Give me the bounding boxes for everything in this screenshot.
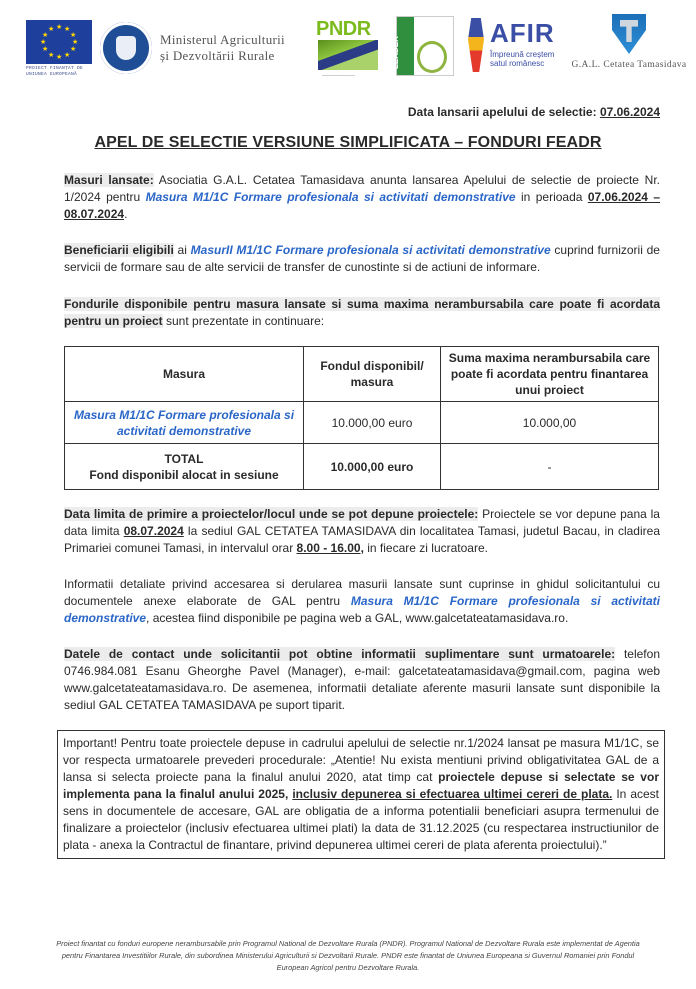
total-sublabel: Fond disponibil alocat in sesiune	[89, 467, 279, 482]
paragraph-measures-launched	[64, 172, 660, 223]
table-row	[65, 402, 659, 444]
deadline-date: 08.07.2024	[123, 524, 184, 538]
table-cell-measure: Masura M1/1C Formare profesionala si activitati demonstrative	[65, 402, 304, 444]
important-notice-box	[57, 730, 665, 859]
funding-footer: Proiect finantat cu fonduri europene nerambursabile prin Programul National de Dezvoltare Rurala (PNDR). Programul National de Dezvoltare Rurala este implementat de Agentia pentru Finantarea Investitiilor Rurale, din subordinea Ministerului Agriculturii si Dezvoltarii Rurale. PNDR este finantat de Uniunea Europeana si Guvernul Romaniei prin Fondul European Agricol pentru Dezvoltare Rurala.	[56, 939, 640, 972]
text: Informatii detaliate privind accesarea si derularea masurii lansate sunt cuprinse in ghidul solicitantului cu documentele anexe elaborate de GAL pentru	[64, 577, 660, 608]
label: Data limita de primire a proiectelor/locul unde se pot depune proiectele:	[64, 507, 479, 521]
gal-shield-icon	[612, 14, 646, 54]
text: la sediul GAL CETATEA TAMASIDAVA din localitatea Tamasi, judetul Bacau, in cladirea Primariei comunei Tamasi, in intervalul orar	[64, 524, 660, 555]
label: Datele de contact unde solicitantii pot obtine informatii suplimentare sunt urmatoarele:	[64, 647, 616, 661]
text: In acest sens in documentele de accesare, GAL are obligatia de a informa potentialii beneficiari asupra termenului de finalizare a proiectelor (inclusiv efectuarea ultimei plati) la data de 31.12.2025 (cu respectarea instructiunilor de plata - anexa la Contractul de finantare, privind depunerea ultimei cereri de plata aferenta proiectului).”	[63, 787, 660, 852]
total-label: TOTAL	[164, 451, 204, 466]
text: sunt prezentate in continuare:	[162, 314, 325, 328]
eu-caption: UNIUNEA EUROPEANĂ	[26, 72, 78, 77]
call-period: 07.06.2024 – 08.07.2024	[64, 190, 661, 221]
text: .	[124, 207, 128, 221]
text: Asociatia G.A.L. Cetatea Tamasidava anunta lansarea Apelului de selectie de proiecte Nr. 1/2024 pentru	[64, 173, 660, 204]
column-header: Fondul disponibil/ masura	[304, 347, 441, 402]
ministry-name-line1: Ministerul Agriculturii	[160, 32, 285, 47]
ministry-logo	[160, 32, 285, 64]
measure-name: Masura M1/1C Formare profesionala si activitati demonstrative	[145, 190, 516, 204]
text: ai	[173, 243, 191, 257]
afir-name: AFIR	[490, 18, 555, 48]
office-hours: 8.00 - 16.00,	[296, 541, 364, 555]
eu-logo	[26, 20, 92, 78]
text: Important! Pentru toate proiectele depuse in cadrului apelului de selectie nr.1/2024 lansat pe masura M1/1C, se vor respecta urmatoarele prevederi procedurale: „Atentie! Nu exista mentiuni privind obligativitatea GAL de a lansa si selecta proiecte pana la finalul anului 2020, atat timp cat	[63, 736, 659, 784]
table-cell-max: 10.000,00	[441, 402, 659, 444]
measure-name: Masura M1/1C Formare profesionala si activitati demonstrative	[64, 594, 661, 625]
table-cell-total-label	[65, 444, 304, 490]
table-cell-fund: 10.000,00 euro	[304, 402, 441, 444]
label: Beneficiarii eligibili	[64, 243, 174, 257]
table-header-row	[65, 347, 659, 402]
funds-table	[64, 346, 659, 490]
paragraph-deadline-location	[64, 506, 660, 557]
label: Masuri lansate:	[64, 173, 154, 187]
text: in fiecare zi lucratoare.	[363, 541, 488, 555]
afir-tagline: satul românesc	[490, 59, 545, 68]
launch-date	[408, 105, 660, 119]
launch-date-label: Data lansarii apelului de selectie:	[407, 105, 600, 119]
emphasis-underlined: inclusiv depunerea si efectuarea ultimei cereri de plata.	[292, 787, 613, 801]
afir-logo-icon	[468, 16, 558, 78]
afir-tagline: Împreună creștem	[490, 50, 555, 59]
eu-flag-icon: ★ ★ ★ ★ ★ ★ ★ ★ ★ ★ ★ ★	[26, 20, 92, 64]
table-total-row	[65, 444, 659, 490]
table-cell-total-max: -	[441, 444, 659, 490]
label: Fondurile disponibile pentru masura lansate si suma maxima nerambursabila care poate fi acordata pentru un proiect	[64, 297, 660, 328]
text: telefon 0746.984.081 Esanu Gheorghe Pavel (Manager), e-mail: galcetateatamasidava@gmail.com, pagina web www.galcetateatamasidava.ro. De asemenea, informatii detaliate aferente masurii lansate sunt disponibile la sediul GAL CETATEA TAMASIDAVA pe suport tiparit.	[64, 647, 660, 712]
leader-name: LEADER	[391, 36, 400, 69]
text: Proiectele se vor depune pana la data limita	[64, 507, 660, 538]
eu-caption: PROIECT FINANȚAT DE	[26, 66, 84, 71]
leader-logo-icon	[391, 16, 454, 76]
gal-name: G.A.L. Cetatea Tamasidava	[571, 60, 687, 70]
table-cell-total-fund: 10.000,00 euro	[304, 444, 441, 490]
paragraph-eligible-beneficiaries	[64, 242, 660, 276]
ministry-name-line2: și Dezvoltării Rurale	[160, 48, 275, 63]
paragraph-contact-details	[64, 646, 660, 714]
emphasis: proiectele depuse si selectate se vor implementa pana la finalul anului 2025,	[63, 770, 659, 801]
paragraph-available-funds	[64, 296, 660, 330]
text: cuprind furnizorii de servicii de formare sau de alte servicii de transfer de cunostinte si de actiuni de informare.	[64, 243, 660, 274]
measure-name: MasurII M1/1C Formare profesionala si activitati demonstrative	[190, 243, 551, 257]
logo-header	[0, 14, 696, 80]
guvernul-romaniei-seal-icon	[100, 22, 152, 74]
pndr-name: PNDR	[316, 18, 371, 40]
launch-date-value: 07.06.2024	[599, 105, 660, 119]
pndr-logo-icon: PNDR _________________	[316, 18, 380, 78]
column-header: Suma maxima nerambursabila care poate fi acordata pentru finantarea unui proiect	[441, 347, 659, 402]
page-title: APEL DE SELECTIE VERSIUNE SIMPLIFICATA – FONDURI FEADR	[94, 134, 602, 151]
text: , acestea fiind disponibile pe pagina web a GAL, www.galcetateatamasidava.ro.	[146, 611, 569, 625]
paragraph-detailed-info	[64, 576, 660, 627]
column-header: Masura	[65, 347, 304, 402]
text: in perioada	[515, 190, 588, 204]
gal-logo	[566, 14, 692, 80]
